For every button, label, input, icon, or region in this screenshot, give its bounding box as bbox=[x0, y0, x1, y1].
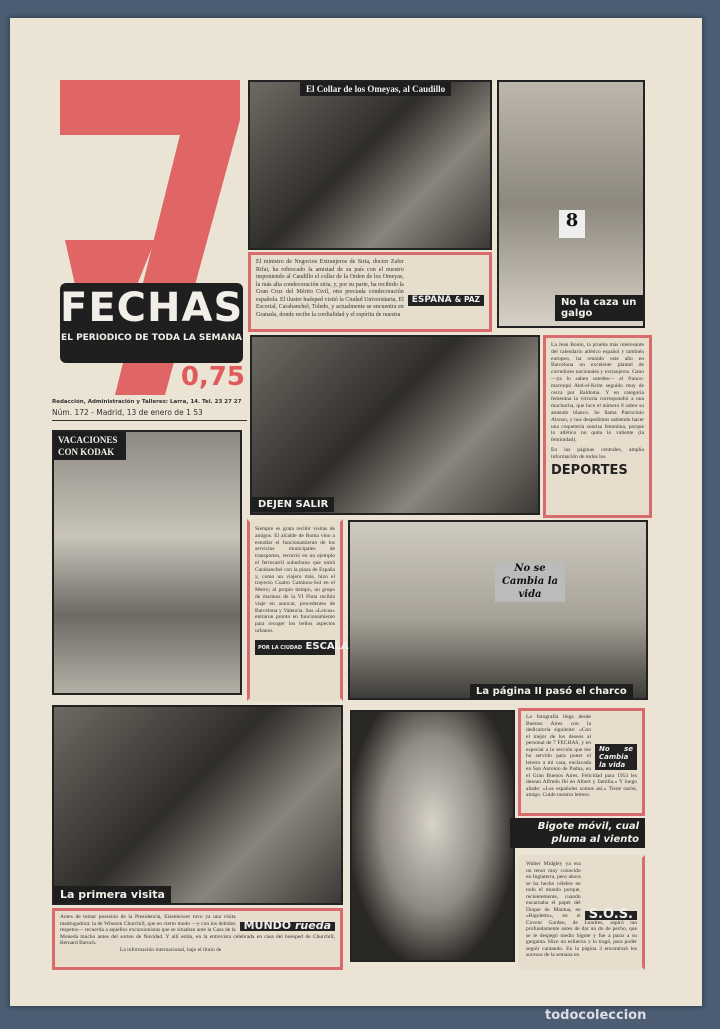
photo-primera-visita bbox=[52, 705, 343, 905]
story-vida: No se Cambia la vida La fotografía llega desde Buenos Aires con la dedicatoria siguiente: «Con el mejor de los deseos al personal de 7 FECHAS, y en especial a la sección que me ha servido para poner el letrero a mi casa, enclavada en San Antonio de Padua, en el Gran Buenos Aires. Felicidad para 1953 les desean Alfredo Ibí en Albert y familia.» Y luego añade: «Los españoles somos así.» Tiene razón, amigo. Cuide nuestro letrero. bbox=[518, 708, 645, 816]
photo-kodak bbox=[52, 430, 242, 695]
escala-text: Siempre es grata recibir visitas de amigos. El alcalde de Roma vino a estudiar el funcionamiento de los servicios municipales de transportes, recorrió en un ejemplo el ferrocarril suburbano que unirá Carabanchel con la plaza de España y, como un viajero más, hizo el trayecto Cuatro Caminos-Sol en el Metro; al propio tiempo, un grupo de marinos de la VI Flota recibía viaje en autocar, procedentes de Barcelona y Valencia. Sus «Leicas» entraron pronto en funcionamiento para recoger los bellos aspectos urbanos. bbox=[255, 526, 335, 634]
caption-omeyas: El Collar de los Omeyas, al Caudillo bbox=[300, 82, 451, 96]
deportes-text: La Jean Bouin, la prueba más interesante del calendario atlético español y también europeo, ha reunido este año en Barcelona un excelente plantel de corredores nacionales y extranjeros. Gano —ya lo saben ustedes— el franco-marroquí Abd-el-Krim seguido muy de cerca por Baldoma. Y en categoría femenina la victoria correspondió a una muchacha, que luce el número 8 sobre su atuendo blanco. Se llama Patrocinio Alonso, y nos despedimos sabiendo hacer una coquetería sonrisa femenina, porque lo atlético no quita lo valiente (la feminidad). bbox=[551, 342, 644, 444]
photo-dejen-salir bbox=[250, 335, 540, 515]
section-espana: ESPAÑA & PAZ bbox=[408, 295, 484, 306]
story-escala bbox=[247, 519, 349, 701]
story-omeyas: ESPAÑA & PAZ El ministro de Negocios Extranjeros de Siria, doctor Zafer Rifai, ha robrecado la amistad de su país con el nuestro imponiendo al Caudillo el collar de la Orden de los Omeyas, la más alta condecoración siria, y, por su parte, ha recibido la Gran Cruz del Mérito Civil, otra preciada condecoración española. El ilustre huésped visitó la Ciudad Universitaria, El Escorial, Carabanchel, Toledo, y actualmente se encuentra en Granada, donde recibe la cordialidad y el espíritu de nuestra bbox=[248, 252, 492, 332]
section-deportes: DEPORTES bbox=[551, 462, 628, 478]
photo-singer-face bbox=[350, 710, 515, 962]
caption-charco: La página II pasó el charco bbox=[470, 684, 633, 699]
caption-galgo: No la caza un galgo bbox=[555, 295, 643, 321]
bib-number: 8 bbox=[559, 210, 585, 238]
masthead-box bbox=[60, 283, 243, 363]
price: 0,75 bbox=[180, 362, 245, 392]
photo-charco bbox=[348, 520, 648, 700]
caption-bigote: Bigote móvil, cual pluma al viento bbox=[510, 818, 645, 848]
wall-sign: No se Cambia la vida bbox=[495, 562, 565, 602]
section-escala: POR LA CIUDAD ESCALA bbox=[255, 640, 335, 655]
watermark: todocoleccion bbox=[545, 1008, 647, 1023]
deportes-more: En las páginas centrales, amplia información de todos los bbox=[551, 446, 644, 460]
story-deportes bbox=[543, 335, 652, 518]
story-bigote: S.O.S. Walter Midgley ya era un tenor muy conocido en Inglaterra, pero ahora se ha hecho célebre en todo el mundo porque, recientemente, cuando encarnaba el papel del Duque de Mantua, en «Rigoletto», en el Covent Garden, de Londres, aspiró tan profundamente antes de dar un do de pecho, que se le despegó medio bigote y fue a parar a su garganta. Hizo un esfuerzo y lo tragó, para poder seguir cantando. En la página 3 encontrará los sucesos de la semana en bbox=[518, 855, 645, 970]
issue-line: Núm. 172 - Madrid, 13 de enero de 1 53 bbox=[52, 408, 247, 421]
caption-primera-visita: La primera visita bbox=[54, 886, 171, 903]
caption-kodak: VACACIONES CON KODAK bbox=[54, 432, 126, 460]
caption-dejen-salir: DEJEN SALIR bbox=[252, 497, 334, 512]
section-mundo: MUNDO rueda bbox=[240, 922, 335, 931]
address-line: Redacción, Administración y Talleres: Larra, 14. Tel. 23 27 27 bbox=[52, 399, 242, 405]
story-primera-visita: MUNDO rueda Antes de tomar posesión de la Presidencia, Eisenhower tuvo ya una visita madrugadora: la de Winston Churchill, que en cierto modo —y con los debidos respetos— recuerda a aquellos excursionistas que se situaban ante la Casa de la Moneda mucho antes del sorteo de Navidad. Y allí están, en la entrevista celebrada en casa del huésped de Churchill, Bernard Baruch. La información internacional, bajo el título de bbox=[52, 908, 343, 970]
masthead-title: FECHAS bbox=[60, 285, 244, 331]
photo-omeyas bbox=[248, 80, 492, 250]
masthead-subtitle: EL PERIODICO DE TODA LA SEMANA bbox=[61, 333, 242, 343]
section-sos: S.O.S. bbox=[585, 911, 637, 920]
photo-galgo bbox=[497, 80, 645, 328]
section-vida: No se Cambia la vida bbox=[595, 744, 637, 770]
